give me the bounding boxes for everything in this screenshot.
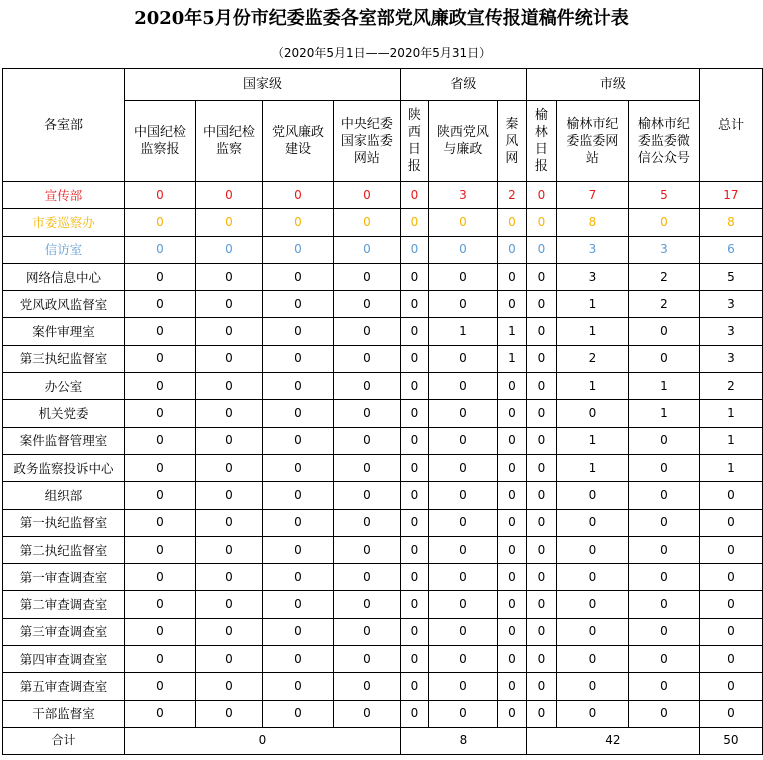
count-cell: 0 bbox=[428, 263, 497, 290]
count-cell: 0 bbox=[497, 509, 526, 536]
count-cell: 0 bbox=[526, 509, 556, 536]
col-header: 陕西日报 bbox=[400, 101, 428, 182]
count-cell: 1 bbox=[556, 454, 628, 481]
row-total-cell: 0 bbox=[699, 591, 762, 618]
row-total-cell: 0 bbox=[699, 700, 762, 727]
count-cell: 0 bbox=[195, 182, 262, 209]
count-cell: 0 bbox=[262, 618, 333, 645]
count-cell: 0 bbox=[428, 618, 497, 645]
count-cell: 0 bbox=[195, 345, 262, 372]
dept-name: 第五审查调查室 bbox=[3, 673, 125, 700]
count-cell: 0 bbox=[195, 646, 262, 673]
count-cell: 0 bbox=[124, 482, 195, 509]
count-cell: 0 bbox=[400, 373, 428, 400]
count-cell: 0 bbox=[262, 536, 333, 563]
count-cell: 0 bbox=[428, 236, 497, 263]
table-row bbox=[3, 209, 763, 236]
table-row bbox=[3, 318, 763, 345]
count-cell: 0 bbox=[400, 318, 428, 345]
col-header: 陕西党风与廉政 bbox=[428, 101, 497, 182]
row-total-cell: 1 bbox=[699, 427, 762, 454]
row-total-cell: 1 bbox=[699, 454, 762, 481]
row-total-cell: 0 bbox=[699, 509, 762, 536]
dept-name: 办公室 bbox=[3, 373, 125, 400]
count-cell: 0 bbox=[124, 591, 195, 618]
count-cell: 0 bbox=[428, 345, 497, 372]
count-cell: 7 bbox=[556, 182, 628, 209]
count-cell: 0 bbox=[195, 427, 262, 454]
count-cell: 0 bbox=[628, 564, 699, 591]
col-header: 党风廉政建设 bbox=[262, 101, 333, 182]
count-cell: 0 bbox=[195, 318, 262, 345]
national-total-cell: 0 bbox=[124, 727, 400, 754]
count-cell: 3 bbox=[556, 236, 628, 263]
count-cell: 0 bbox=[628, 673, 699, 700]
count-cell: 0 bbox=[195, 509, 262, 536]
count-cell: 0 bbox=[526, 236, 556, 263]
col-header: 秦风网 bbox=[497, 101, 526, 182]
count-cell: 0 bbox=[628, 209, 699, 236]
group-city-header: 市级 bbox=[526, 69, 699, 101]
count-cell: 0 bbox=[428, 700, 497, 727]
count-cell: 0 bbox=[124, 373, 195, 400]
count-cell: 0 bbox=[400, 209, 428, 236]
count-cell: 0 bbox=[526, 345, 556, 372]
count-cell: 1 bbox=[497, 318, 526, 345]
count-cell: 0 bbox=[628, 454, 699, 481]
col-header: 中国纪检监察报 bbox=[124, 101, 195, 182]
count-cell: 0 bbox=[262, 564, 333, 591]
count-cell: 5 bbox=[628, 182, 699, 209]
count-cell: 0 bbox=[628, 345, 699, 372]
count-cell: 0 bbox=[428, 482, 497, 509]
table-row bbox=[3, 345, 763, 372]
count-cell: 0 bbox=[628, 700, 699, 727]
count-cell: 0 bbox=[497, 700, 526, 727]
count-cell: 0 bbox=[333, 209, 400, 236]
count-cell: 0 bbox=[262, 673, 333, 700]
dept-name: 组织部 bbox=[3, 482, 125, 509]
count-cell: 0 bbox=[262, 427, 333, 454]
count-cell: 0 bbox=[556, 618, 628, 645]
city-total-cell: 42 bbox=[526, 727, 699, 754]
count-cell: 0 bbox=[124, 700, 195, 727]
count-cell: 0 bbox=[333, 482, 400, 509]
count-cell: 0 bbox=[628, 318, 699, 345]
table-row bbox=[3, 618, 763, 645]
table-row bbox=[3, 700, 763, 727]
table-row bbox=[3, 427, 763, 454]
count-cell: 0 bbox=[526, 564, 556, 591]
province-total-cell: 8 bbox=[400, 727, 526, 754]
count-cell: 0 bbox=[428, 291, 497, 318]
col-header: 榆林市纪委监委网站 bbox=[556, 101, 628, 182]
dept-name: 案件审理室 bbox=[3, 318, 125, 345]
count-cell: 0 bbox=[428, 673, 497, 700]
count-cell: 0 bbox=[428, 536, 497, 563]
dept-name: 第三执纪监督室 bbox=[3, 345, 125, 372]
table-row bbox=[3, 646, 763, 673]
col-header: 榆林日报 bbox=[526, 101, 556, 182]
table-row bbox=[3, 182, 763, 209]
count-cell: 0 bbox=[124, 263, 195, 290]
dept-name: 干部监督室 bbox=[3, 700, 125, 727]
count-cell: 0 bbox=[400, 509, 428, 536]
count-cell: 0 bbox=[400, 618, 428, 645]
count-cell: 0 bbox=[628, 536, 699, 563]
count-cell: 0 bbox=[333, 400, 400, 427]
count-cell: 0 bbox=[262, 236, 333, 263]
row-total-cell: 0 bbox=[699, 618, 762, 645]
count-cell: 0 bbox=[333, 318, 400, 345]
count-cell: 0 bbox=[497, 536, 526, 563]
count-cell: 0 bbox=[195, 373, 262, 400]
table-row bbox=[3, 591, 763, 618]
totals-row bbox=[3, 727, 763, 754]
count-cell: 0 bbox=[124, 618, 195, 645]
count-cell: 0 bbox=[526, 182, 556, 209]
count-cell: 0 bbox=[400, 454, 428, 481]
count-cell: 1 bbox=[556, 318, 628, 345]
count-cell: 0 bbox=[262, 263, 333, 290]
count-cell: 0 bbox=[526, 209, 556, 236]
count-cell: 0 bbox=[628, 509, 699, 536]
count-cell: 0 bbox=[333, 291, 400, 318]
count-cell: 0 bbox=[526, 291, 556, 318]
count-cell: 0 bbox=[333, 427, 400, 454]
group-province-header: 省级 bbox=[400, 69, 526, 101]
count-cell: 0 bbox=[497, 373, 526, 400]
count-cell: 3 bbox=[428, 182, 497, 209]
count-cell: 0 bbox=[400, 345, 428, 372]
count-cell: 0 bbox=[262, 400, 333, 427]
count-cell: 0 bbox=[497, 591, 526, 618]
count-cell: 1 bbox=[628, 400, 699, 427]
count-cell: 0 bbox=[497, 564, 526, 591]
count-cell: 1 bbox=[556, 291, 628, 318]
dept-column-header: 各室部 bbox=[3, 69, 125, 182]
count-cell: 0 bbox=[400, 646, 428, 673]
count-cell: 8 bbox=[556, 209, 628, 236]
count-cell: 0 bbox=[526, 427, 556, 454]
count-cell: 0 bbox=[262, 291, 333, 318]
count-cell: 0 bbox=[526, 482, 556, 509]
count-cell: 0 bbox=[124, 345, 195, 372]
count-cell: 0 bbox=[428, 646, 497, 673]
count-cell: 3 bbox=[556, 263, 628, 290]
count-cell: 1 bbox=[428, 318, 497, 345]
count-cell: 2 bbox=[628, 263, 699, 290]
dept-name: 政务监察投诉中心 bbox=[3, 454, 125, 481]
count-cell: 0 bbox=[526, 618, 556, 645]
count-cell: 0 bbox=[556, 482, 628, 509]
dept-name: 宣传部 bbox=[3, 182, 125, 209]
count-cell: 0 bbox=[400, 182, 428, 209]
count-cell: 0 bbox=[497, 209, 526, 236]
count-cell: 0 bbox=[497, 427, 526, 454]
count-cell: 0 bbox=[526, 646, 556, 673]
header-group-row bbox=[3, 69, 763, 101]
count-cell: 0 bbox=[556, 673, 628, 700]
table-row bbox=[3, 291, 763, 318]
count-cell: 0 bbox=[333, 618, 400, 645]
count-cell: 0 bbox=[333, 182, 400, 209]
count-cell: 0 bbox=[400, 564, 428, 591]
count-cell: 0 bbox=[124, 564, 195, 591]
count-cell: 0 bbox=[400, 482, 428, 509]
count-cell: 0 bbox=[628, 427, 699, 454]
dept-name: 党风政风监督室 bbox=[3, 291, 125, 318]
row-total-cell: 8 bbox=[699, 209, 762, 236]
table-row bbox=[3, 400, 763, 427]
count-cell: 0 bbox=[262, 700, 333, 727]
dept-name: 第四审查调查室 bbox=[3, 646, 125, 673]
count-cell: 0 bbox=[124, 509, 195, 536]
count-cell: 1 bbox=[556, 373, 628, 400]
dept-name: 第一执纪监督室 bbox=[3, 509, 125, 536]
count-cell: 0 bbox=[497, 618, 526, 645]
count-cell: 0 bbox=[400, 400, 428, 427]
count-cell: 0 bbox=[262, 454, 333, 481]
count-cell: 0 bbox=[333, 564, 400, 591]
count-cell: 0 bbox=[428, 373, 497, 400]
count-cell: 0 bbox=[526, 263, 556, 290]
row-total-cell: 0 bbox=[699, 673, 762, 700]
page-title: 2020年5月份市纪委监委各室部党风廉政宣传报道稿件统计表 bbox=[134, 8, 629, 29]
count-cell: 0 bbox=[195, 700, 262, 727]
count-cell: 0 bbox=[124, 673, 195, 700]
total-column-header: 总计 bbox=[699, 69, 762, 182]
count-cell: 0 bbox=[428, 209, 497, 236]
count-cell: 0 bbox=[262, 209, 333, 236]
grand-total-cell: 50 bbox=[699, 727, 762, 754]
count-cell: 0 bbox=[195, 482, 262, 509]
count-cell: 0 bbox=[556, 591, 628, 618]
count-cell: 2 bbox=[628, 291, 699, 318]
totals-label: 合计 bbox=[3, 727, 125, 754]
count-cell: 0 bbox=[400, 291, 428, 318]
dept-name: 第二执纪监督室 bbox=[3, 536, 125, 563]
count-cell: 0 bbox=[124, 454, 195, 481]
count-cell: 0 bbox=[400, 673, 428, 700]
count-cell: 0 bbox=[262, 646, 333, 673]
count-cell: 0 bbox=[526, 400, 556, 427]
count-cell: 0 bbox=[333, 263, 400, 290]
count-cell: 0 bbox=[333, 673, 400, 700]
statistics-table bbox=[2, 68, 763, 755]
col-header: 榆林市纪委监委微信公众号 bbox=[628, 101, 699, 182]
count-cell: 0 bbox=[400, 536, 428, 563]
count-cell: 0 bbox=[526, 591, 556, 618]
count-cell: 0 bbox=[124, 236, 195, 263]
count-cell: 0 bbox=[195, 591, 262, 618]
count-cell: 0 bbox=[262, 373, 333, 400]
count-cell: 2 bbox=[556, 345, 628, 372]
col-header: 中央纪委国家监委网站 bbox=[333, 101, 400, 182]
dept-name: 机关党委 bbox=[3, 400, 125, 427]
count-cell: 0 bbox=[124, 182, 195, 209]
count-cell: 0 bbox=[262, 345, 333, 372]
count-cell: 0 bbox=[497, 454, 526, 481]
count-cell: 0 bbox=[428, 591, 497, 618]
count-cell: 0 bbox=[556, 564, 628, 591]
count-cell: 0 bbox=[497, 236, 526, 263]
dept-name: 信访室 bbox=[3, 236, 125, 263]
count-cell: 0 bbox=[195, 454, 262, 481]
count-cell: 0 bbox=[526, 673, 556, 700]
count-cell: 0 bbox=[428, 564, 497, 591]
count-cell: 0 bbox=[497, 482, 526, 509]
dept-name: 第一审查调查室 bbox=[3, 564, 125, 591]
count-cell: 0 bbox=[333, 591, 400, 618]
count-cell: 0 bbox=[400, 700, 428, 727]
row-total-cell: 2 bbox=[699, 373, 762, 400]
row-total-cell: 0 bbox=[699, 646, 762, 673]
count-cell: 0 bbox=[333, 373, 400, 400]
count-cell: 0 bbox=[124, 400, 195, 427]
dept-name: 第二审查调查室 bbox=[3, 591, 125, 618]
table-row bbox=[3, 263, 763, 290]
count-cell: 0 bbox=[556, 509, 628, 536]
count-cell: 0 bbox=[556, 700, 628, 727]
table-row bbox=[3, 454, 763, 481]
group-national-header: 国家级 bbox=[124, 69, 400, 101]
count-cell: 0 bbox=[526, 454, 556, 481]
count-cell: 0 bbox=[497, 263, 526, 290]
count-cell: 0 bbox=[526, 373, 556, 400]
count-cell: 0 bbox=[195, 618, 262, 645]
count-cell: 0 bbox=[428, 427, 497, 454]
count-cell: 0 bbox=[333, 236, 400, 263]
row-total-cell: 0 bbox=[699, 564, 762, 591]
row-total-cell: 5 bbox=[699, 263, 762, 290]
count-cell: 0 bbox=[556, 646, 628, 673]
count-cell: 1 bbox=[628, 373, 699, 400]
count-cell: 1 bbox=[556, 427, 628, 454]
count-cell: 0 bbox=[124, 536, 195, 563]
count-cell: 0 bbox=[497, 673, 526, 700]
count-cell: 0 bbox=[400, 427, 428, 454]
count-cell: 0 bbox=[497, 646, 526, 673]
count-cell: 0 bbox=[400, 591, 428, 618]
count-cell: 0 bbox=[124, 209, 195, 236]
count-cell: 0 bbox=[333, 536, 400, 563]
count-cell: 0 bbox=[262, 318, 333, 345]
count-cell: 0 bbox=[195, 564, 262, 591]
count-cell: 0 bbox=[428, 454, 497, 481]
dept-name: 第三审查调查室 bbox=[3, 618, 125, 645]
count-cell: 0 bbox=[195, 673, 262, 700]
row-total-cell: 1 bbox=[699, 400, 762, 427]
count-cell: 0 bbox=[556, 400, 628, 427]
table-row bbox=[3, 564, 763, 591]
count-cell: 0 bbox=[124, 318, 195, 345]
row-total-cell: 0 bbox=[699, 536, 762, 563]
count-cell: 0 bbox=[195, 236, 262, 263]
count-cell: 0 bbox=[526, 700, 556, 727]
count-cell: 0 bbox=[262, 182, 333, 209]
count-cell: 0 bbox=[628, 646, 699, 673]
count-cell: 1 bbox=[497, 345, 526, 372]
dept-name: 网络信息中心 bbox=[3, 263, 125, 290]
count-cell: 0 bbox=[333, 646, 400, 673]
table-row bbox=[3, 482, 763, 509]
count-cell: 0 bbox=[497, 400, 526, 427]
date-range: （2020年5月1日——2020年5月31日） bbox=[271, 46, 492, 60]
count-cell: 0 bbox=[497, 291, 526, 318]
row-total-cell: 3 bbox=[699, 345, 762, 372]
count-cell: 0 bbox=[333, 509, 400, 536]
count-cell: 0 bbox=[262, 591, 333, 618]
count-cell: 0 bbox=[400, 236, 428, 263]
row-total-cell: 3 bbox=[699, 291, 762, 318]
dept-name: 案件监督管理室 bbox=[3, 427, 125, 454]
count-cell: 0 bbox=[262, 482, 333, 509]
table-row bbox=[3, 373, 763, 400]
count-cell: 0 bbox=[124, 646, 195, 673]
row-total-cell: 0 bbox=[699, 482, 762, 509]
count-cell: 0 bbox=[333, 700, 400, 727]
count-cell: 0 bbox=[124, 291, 195, 318]
count-cell: 0 bbox=[628, 482, 699, 509]
count-cell: 0 bbox=[628, 591, 699, 618]
count-cell: 0 bbox=[333, 454, 400, 481]
count-cell: 0 bbox=[628, 618, 699, 645]
row-total-cell: 6 bbox=[699, 236, 762, 263]
count-cell: 0 bbox=[195, 263, 262, 290]
count-cell: 0 bbox=[526, 318, 556, 345]
count-cell: 0 bbox=[195, 291, 262, 318]
table-row bbox=[3, 236, 763, 263]
table-row bbox=[3, 509, 763, 536]
count-cell: 0 bbox=[556, 536, 628, 563]
row-total-cell: 3 bbox=[699, 318, 762, 345]
count-cell: 0 bbox=[195, 400, 262, 427]
col-header: 中国纪检监察 bbox=[195, 101, 262, 182]
count-cell: 3 bbox=[628, 236, 699, 263]
count-cell: 0 bbox=[428, 509, 497, 536]
count-cell: 0 bbox=[124, 427, 195, 454]
count-cell: 0 bbox=[428, 400, 497, 427]
dept-name: 市委巡察办 bbox=[3, 209, 125, 236]
count-cell: 0 bbox=[195, 209, 262, 236]
row-total-cell: 17 bbox=[699, 182, 762, 209]
count-cell: 0 bbox=[526, 536, 556, 563]
count-cell: 2 bbox=[497, 182, 526, 209]
count-cell: 0 bbox=[262, 509, 333, 536]
count-cell: 0 bbox=[333, 345, 400, 372]
count-cell: 0 bbox=[400, 263, 428, 290]
count-cell: 0 bbox=[195, 536, 262, 563]
table-row bbox=[3, 673, 763, 700]
table-row bbox=[3, 536, 763, 563]
